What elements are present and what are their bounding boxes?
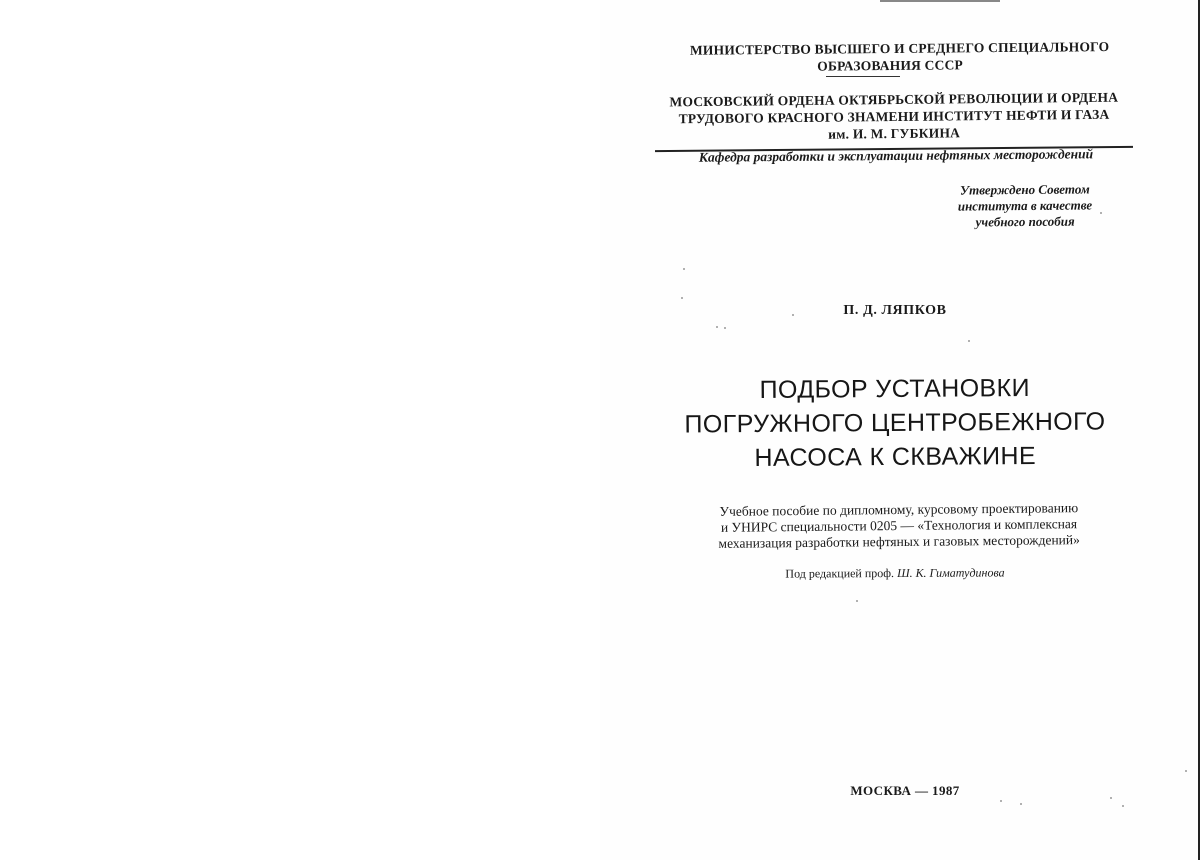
institute-line-2: ТРУДОВОГО КРАСНОГО ЗНАМЕНИ ИНСТИТУТ НЕФТИ И ГАЗА [678, 106, 1110, 127]
scan-speck [683, 268, 685, 270]
scan-speck [1000, 800, 1002, 802]
editor-name: Ш. К. Гиматудинова [897, 565, 1005, 580]
title-line-3: НАСОСА К СКВАЖИНЕ [754, 442, 1037, 472]
ministry-line-2: ОБРАЗОВАНИЯ СССР [817, 57, 963, 74]
imprint: МОСКВА — 1987 [850, 783, 960, 798]
scan-speck [1110, 797, 1112, 799]
ministry-line-1: МИНИСТЕРСТВО ВЫСШЕГО И СРЕДНЕГО СПЕЦИАЛЬНОГО [689, 39, 1110, 58]
scan-speck [792, 314, 794, 316]
institute-line-3: им. И. М. ГУБКИНА [828, 125, 961, 142]
scan-speck [1185, 770, 1187, 772]
scan-artifact [880, 0, 1000, 2]
scan-speck [724, 327, 726, 329]
editor-prefix: Под редакцией проф. [785, 566, 895, 581]
book-title [660, 370, 1131, 475]
approval-line-3: учебного пособия [975, 213, 1075, 230]
description-line-3: механизация разработки нефтяных и газовых месторождений» [718, 532, 1080, 551]
ministry-header [689, 38, 1110, 75]
scan-speck [1122, 805, 1124, 807]
description-line-1: Учебное пособие по дипломному, курсовому проектированию [719, 500, 1079, 519]
title-line-2: ПОГРУЖНОГО ЦЕНТРОБЕЖНОГО [684, 407, 1106, 439]
approval-line-2: института в качестве [957, 197, 1093, 214]
department-name: Кафедра разработки и эксплуатации нефтяных месторождений [698, 146, 1094, 165]
scan-speck [681, 297, 683, 299]
description-line-2: и УНИРС специальности 0205 — «Технология и комплексная [720, 516, 1078, 535]
editor-credit [750, 564, 1040, 582]
approval-line-1: Утверждено Советом [959, 181, 1090, 198]
scan-speck [1100, 212, 1102, 214]
scan-speck [856, 600, 858, 602]
institute-line-1: МОСКОВСКИЙ ОРДЕНА ОКТЯБРЬСКОЙ РЕВОЛЮЦИИ И ОРДЕНА [669, 89, 1119, 110]
title-line-1: ПОДБОР УСТАНОВКИ [759, 374, 1031, 404]
scan-speck [1020, 803, 1022, 805]
scan-speck [968, 340, 970, 342]
author-name: П. Д. ЛЯПКОВ [843, 303, 947, 318]
ministry-underline [826, 76, 900, 77]
institute-header [662, 89, 1127, 145]
approval-note [940, 181, 1110, 230]
book-description [660, 499, 1138, 552]
scan-speck [716, 326, 718, 328]
